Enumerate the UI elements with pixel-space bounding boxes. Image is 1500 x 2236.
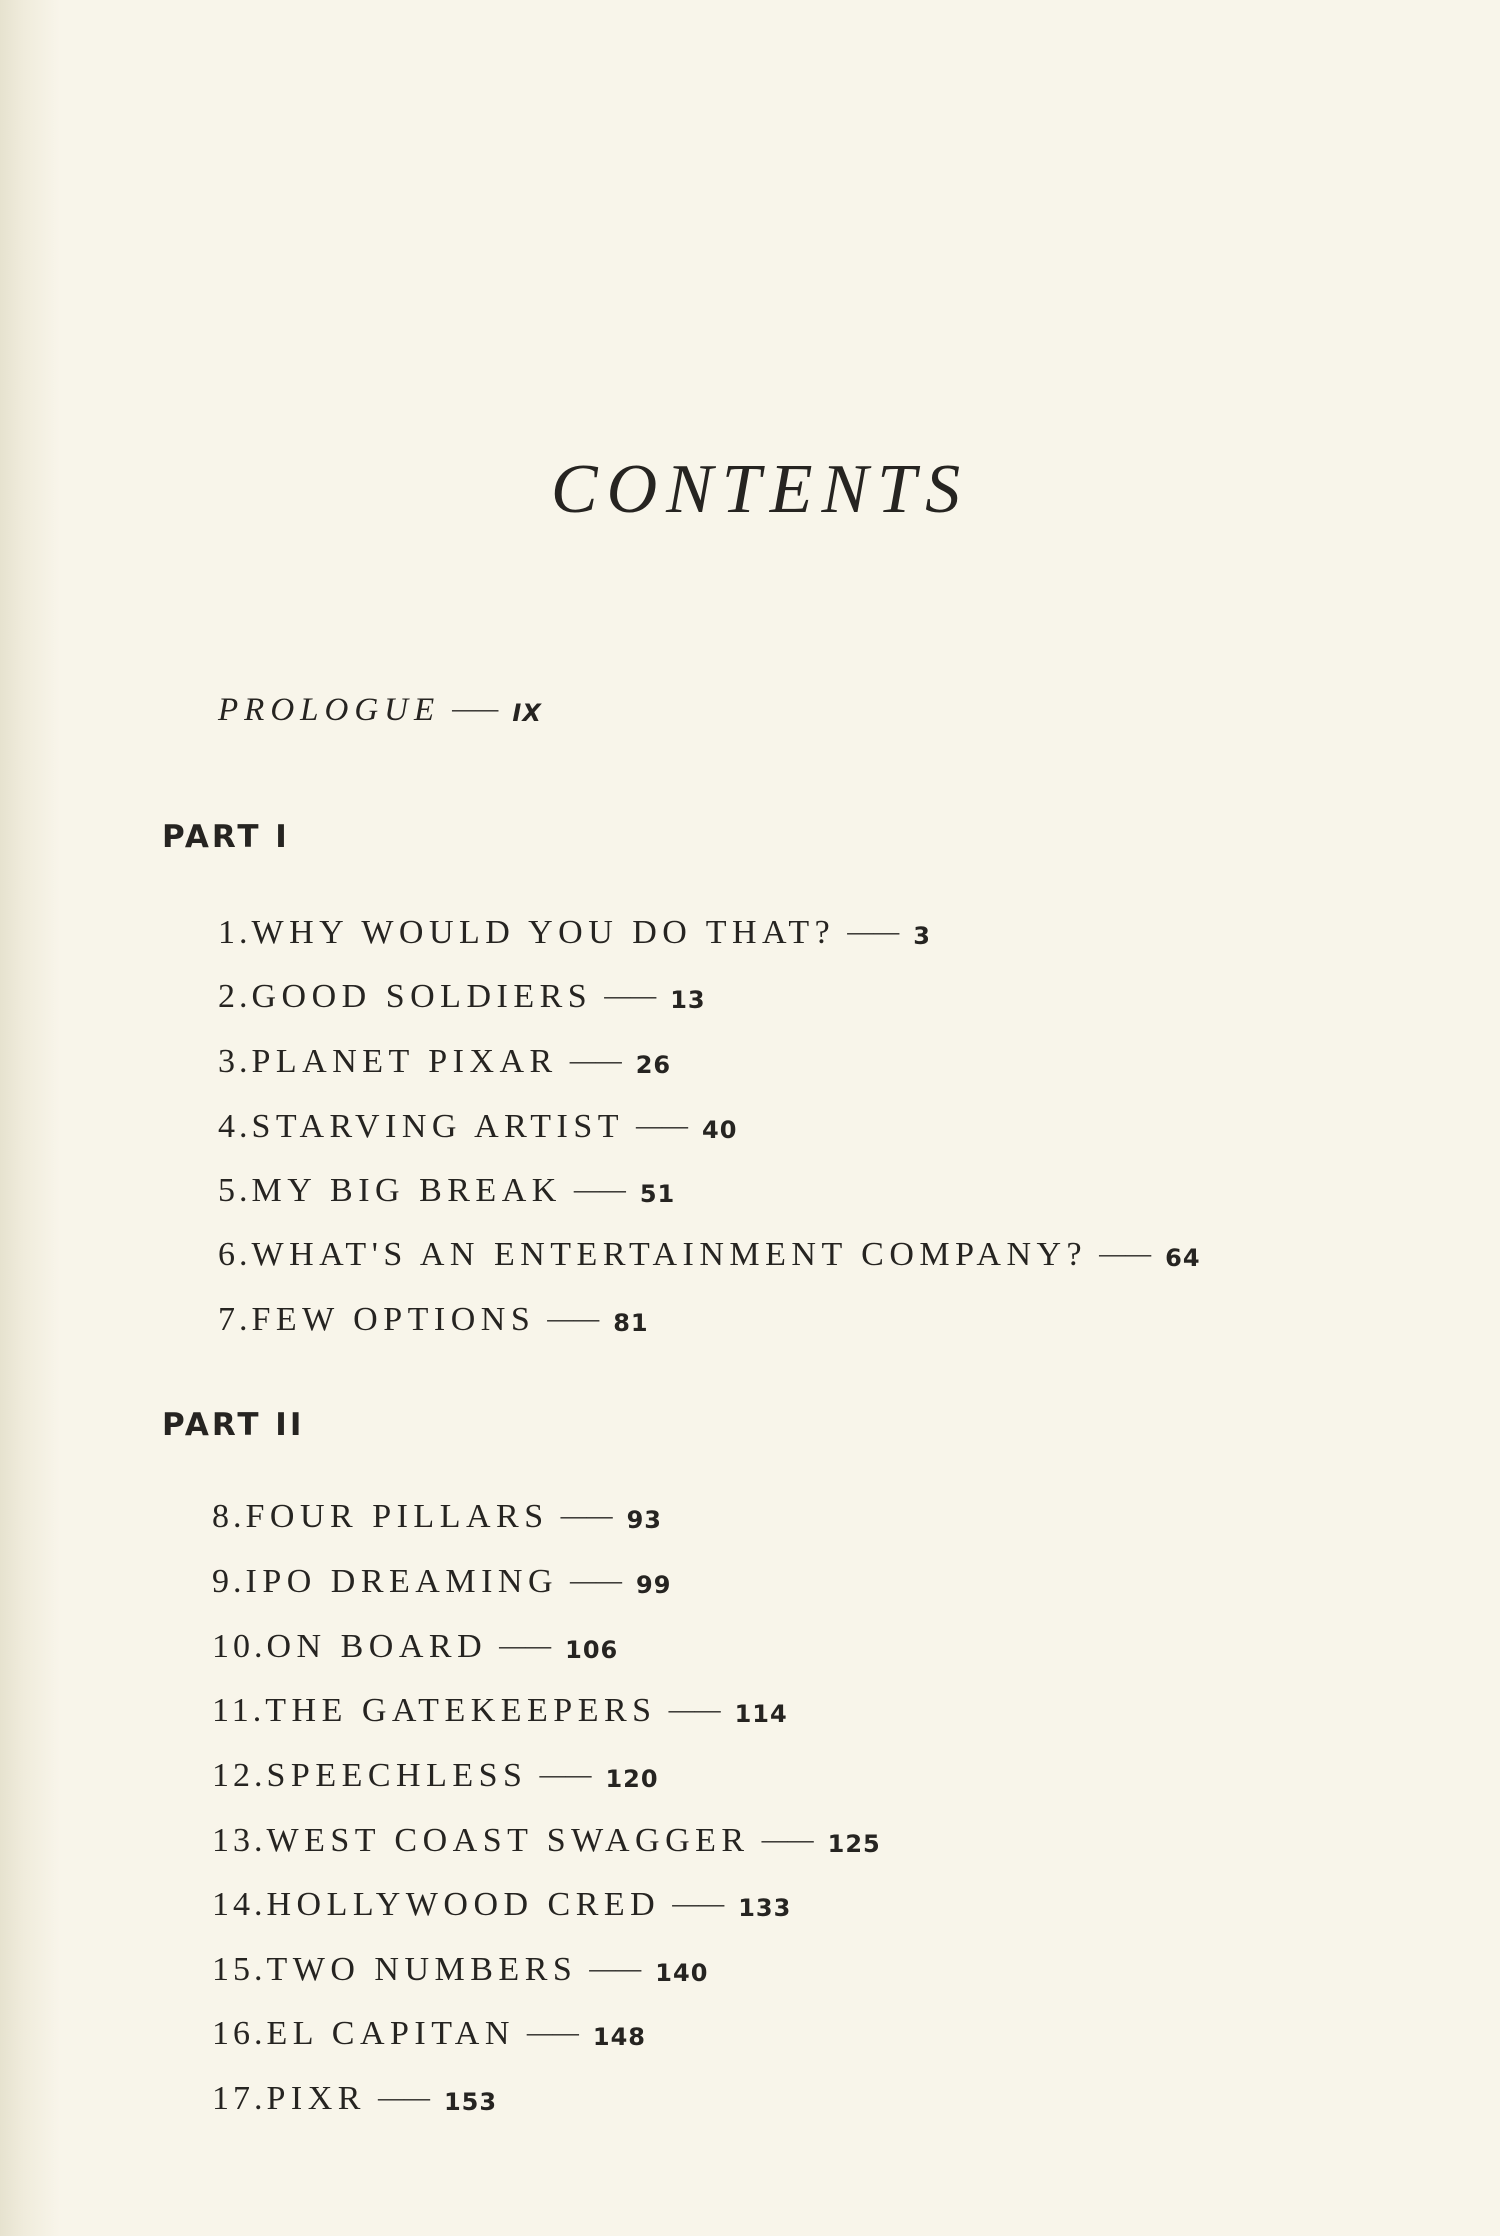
chapter-title: TWO NUMBERS xyxy=(266,1951,578,1988)
chapter-number: 3. xyxy=(218,1043,252,1080)
chapter-page: 133 xyxy=(738,1894,792,1922)
toc-entry[interactable] xyxy=(218,1110,737,1144)
toc-entry[interactable] xyxy=(218,1174,675,1208)
entry-dash: —— xyxy=(589,1954,642,1983)
page-gutter-shadow xyxy=(0,0,60,2236)
chapter-number: 8. xyxy=(212,1498,246,1535)
chapter-title: SPEECHLESS xyxy=(266,1757,528,1794)
chapter-number: 14. xyxy=(212,1886,267,1923)
toc-entry[interactable] xyxy=(212,2082,497,2116)
chapter-page: 93 xyxy=(626,1506,663,1534)
chapter-title: GOOD SOLDIERS xyxy=(251,978,593,1015)
toc-entry[interactable] xyxy=(212,1565,671,1599)
chapter-page: 106 xyxy=(565,1636,619,1664)
toc-entry[interactable] xyxy=(212,2017,646,2051)
toc-entry[interactable] xyxy=(212,1953,708,1987)
chapter-title: ON BOARD xyxy=(266,1628,488,1665)
chapter-page: 26 xyxy=(635,1051,672,1079)
chapter-title: MY BIG BREAK xyxy=(251,1172,562,1209)
part-heading-2: PART II xyxy=(162,1407,305,1443)
chapter-number: 10. xyxy=(212,1628,267,1665)
part-heading-1: PART I xyxy=(162,819,290,855)
toc-entry[interactable] xyxy=(212,1630,618,1664)
chapter-number: 5. xyxy=(218,1172,252,1209)
chapter-title: FEW OPTIONS xyxy=(251,1301,536,1338)
chapter-number: 4. xyxy=(218,1108,252,1145)
chapter-number: 15. xyxy=(212,1951,267,1988)
entry-dash: —— xyxy=(636,1111,689,1140)
toc-entry[interactable] xyxy=(218,1045,671,1079)
chapter-title: PIXR xyxy=(266,2080,366,2117)
entry-dash: —— xyxy=(604,981,657,1010)
chapter-number: 12. xyxy=(212,1757,267,1794)
chapter-number: 1. xyxy=(218,914,252,951)
chapter-page: 3 xyxy=(913,922,931,950)
chapter-number: 2. xyxy=(218,978,252,1015)
entry-dash: —— xyxy=(560,1501,613,1530)
toc-entry[interactable] xyxy=(218,1238,1201,1272)
entry-dash: —— xyxy=(570,1566,622,1595)
entry-dash: —— xyxy=(1099,1239,1152,1268)
entry-dash: —— xyxy=(569,1046,622,1075)
toc-entry[interactable] xyxy=(218,1303,649,1337)
toc-entry[interactable] xyxy=(212,1888,791,1922)
toc-entry[interactable] xyxy=(212,1694,788,1728)
entry-dash: —— xyxy=(526,2018,579,2047)
toc-entry[interactable] xyxy=(212,1500,662,1534)
chapter-page: 125 xyxy=(827,1830,881,1858)
chapter-page: 120 xyxy=(605,1765,659,1793)
entry-dash: —— xyxy=(452,694,499,723)
chapter-title: THE GATEKEEPERS xyxy=(265,1692,657,1729)
chapter-page: 153 xyxy=(443,2088,498,2116)
chapter-page: 114 xyxy=(734,1700,788,1728)
chapter-title: WHAT'S AN ENTERTAINMENT COMPANY? xyxy=(251,1236,1088,1273)
toc-entry[interactable] xyxy=(212,1824,881,1858)
page-title: CONTENTS xyxy=(550,451,970,528)
chapter-number: 17. xyxy=(212,2080,267,2117)
entry-dash: —— xyxy=(847,917,900,946)
entry-dash: —— xyxy=(761,1825,814,1854)
chapter-title: WHY WOULD YOU DO THAT? xyxy=(251,914,836,951)
entry-dash: —— xyxy=(573,1175,626,1204)
entry-dash: —— xyxy=(672,1889,725,1918)
chapter-title: PLANET PIXAR xyxy=(251,1043,558,1080)
chapter-number: 9. xyxy=(212,1563,246,1600)
chapter-page: 13 xyxy=(670,986,706,1014)
chapter-page: 81 xyxy=(613,1309,649,1337)
prologue-page: IX xyxy=(512,699,542,727)
toc-entry[interactable] xyxy=(218,916,931,950)
chapter-number: 13. xyxy=(212,1822,267,1859)
entry-dash: —— xyxy=(547,1304,600,1333)
toc-entry-prologue[interactable] xyxy=(218,694,542,727)
chapter-title: IPO DREAMING xyxy=(245,1563,558,1600)
prologue-title: PROLOGUE xyxy=(218,692,441,728)
toc-entry[interactable] xyxy=(212,1759,659,1793)
chapter-page: 64 xyxy=(1165,1244,1201,1272)
chapter-page: 51 xyxy=(639,1180,676,1208)
chapter-page: 99 xyxy=(636,1571,672,1599)
chapter-number: 11. xyxy=(212,1692,266,1729)
chapter-page: 140 xyxy=(655,1959,709,1987)
chapter-page: 40 xyxy=(702,1116,738,1144)
chapter-number: 7. xyxy=(218,1301,252,1338)
toc-entry[interactable] xyxy=(218,980,706,1014)
entry-dash: —— xyxy=(668,1695,721,1724)
chapter-title: STARVING ARTIST xyxy=(251,1108,625,1145)
chapter-page: 148 xyxy=(592,2023,647,2051)
chapter-title: EL CAPITAN xyxy=(266,2015,515,2052)
entry-dash: —— xyxy=(499,1631,552,1660)
entry-dash: —— xyxy=(377,2083,430,2112)
entry-dash: —— xyxy=(539,1760,592,1789)
chapter-number: 6. xyxy=(218,1236,252,1273)
chapter-title: FOUR PILLARS xyxy=(245,1498,549,1535)
chapter-title: WEST COAST SWAGGER xyxy=(266,1822,750,1859)
chapter-number: 16. xyxy=(212,2015,267,2052)
chapter-title: HOLLYWOOD CRED xyxy=(266,1886,661,1923)
